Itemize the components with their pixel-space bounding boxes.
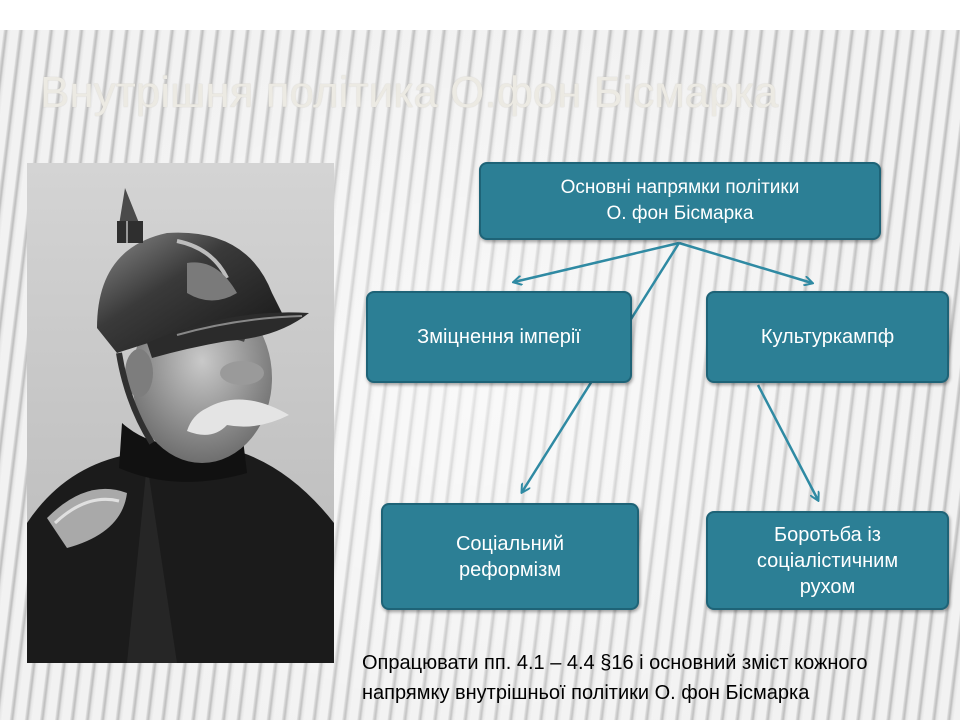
kulturkampf-label: Культуркампф	[760, 326, 895, 348]
anti-socialist-struggle-box	[706, 511, 949, 610]
main-directions-line1: Основні напрямки політики	[560, 177, 800, 198]
portrait-photo	[27, 163, 334, 663]
social-reformism-line1: Соціальний	[455, 532, 565, 555]
main-directions-line2: О. фон Бісмарка	[606, 203, 754, 224]
struggle-line3: рухом	[799, 575, 856, 598]
arrow-kultur-to-struggle	[758, 385, 818, 500]
empire-strengthening-box	[366, 291, 632, 383]
kulturkampf-box	[706, 291, 949, 383]
portrait-illustration	[27, 163, 334, 663]
struggle-line2: соціалістичним	[756, 549, 899, 572]
empire-strengthening-label: Зміцнення імперії	[417, 326, 581, 348]
arrow-main-to-empire	[514, 243, 679, 282]
assignment-note: Опрацювати пп. 4.1 – 4.4 §16 і основний зміст кожного напрямку внутрішньої політики О. фон Бісмарка	[362, 652, 868, 704]
social-reformism-line2: реформізм	[458, 558, 562, 581]
arrow-main-to-kultur	[679, 243, 812, 283]
slide-title: Внутрішня політика О.фон Бісмарка	[40, 68, 779, 117]
main-directions-box	[479, 162, 881, 240]
social-reformism-box	[381, 503, 639, 610]
top-white-band	[0, 0, 960, 30]
struggle-line1: Боротьба із	[774, 523, 881, 546]
